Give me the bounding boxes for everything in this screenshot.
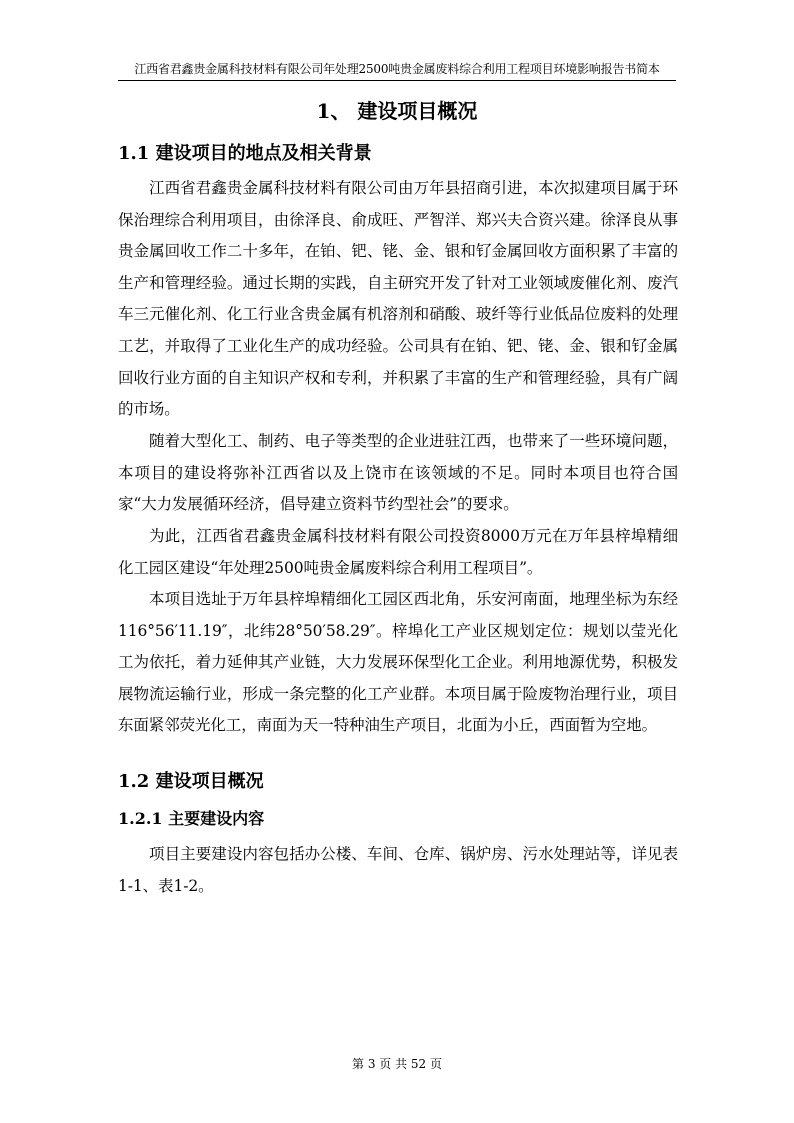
section-heading-1-2: 1.2 建设项目概况 <box>118 771 264 792</box>
paragraph-construction-content: 项目主要建设内容包括办公楼、车间、仓库、锅炉房、污水处理站等，详见表1-1、表1-2。 <box>118 845 678 895</box>
page-number: 第 3 页 共 52 页 <box>352 1057 442 1071</box>
paragraph-location: 本项目选址于万年县梓埠精细化工园区西北角，乐安河南面，地理坐标为东经116°56′11.19″，北纬28°50′58.29″。梓埠化工产业区规划定位：规划以莹光化工为依托，着力延伸其产业链，大力发展环保型化工企业。利用地源优势，积极发展物流运输行业，形成一条完整的化工产业群。本项目属于险废物治理行业，项目东面紧邻荧光化工，南面为天一特种油生产项目，北面为小丘，西面暂为空地。 <box>118 590 678 735</box>
section-heading-1-1: 1.1 建设项目的地点及相关背景 <box>118 143 372 164</box>
paragraph-environment: 随着大型化工、制药、电子等类型的企业进驻江西，也带来了一些环境问题，本项目的建设将弥补江西省以及上饶市在该领域的不足。同时本项目也符合国家“大力发展循环经济，倡导建立资料节约型社会”的要求。 <box>118 432 678 514</box>
paragraph-investment: 为此，江西省君鑫贵金属科技材料有限公司投资8000万元在万年县梓埠精细化工园区建设“年处理2500吨贵金属废料综合利用工程项目”。 <box>118 527 678 577</box>
subsection-heading-1-2-1: 1.2.1 主要建设内容 <box>118 809 265 828</box>
chapter-title: 1、 建设项目概况 <box>316 99 478 123</box>
running-header: 江西省君鑫贵金属科技材料有限公司年处理2500吨贵金属废料综合利用工程项目环境影响报告书简本 <box>118 60 676 81</box>
paragraph-background: 江西省君鑫贵金属科技材料有限公司由万年县招商引进，本次拟建项目属于环保治理综合利用项目，由徐泽良、俞成旺、严智洋、郑兴夫合资兴建。徐泽良从事贵金属回收工作二十多年，在铂、钯、铑、金、银和钌金属回收方面积累了丰富的生产和管理经验。通过长期的实践，自主研究开发了针对工业领域废催化剂、废汽车三元催化剂、化工行业含贵金属有机溶剂和硝酸、玻纤等行业低品位废料的处理工艺，并取得了工业化生产的成功经验。公司具有在铂、钯、铑、金、银和钌金属回收行业方面的自主知识产权和专利，并积累了丰富的生产和管理经验，具有广阔的市场。 <box>118 179 678 419</box>
